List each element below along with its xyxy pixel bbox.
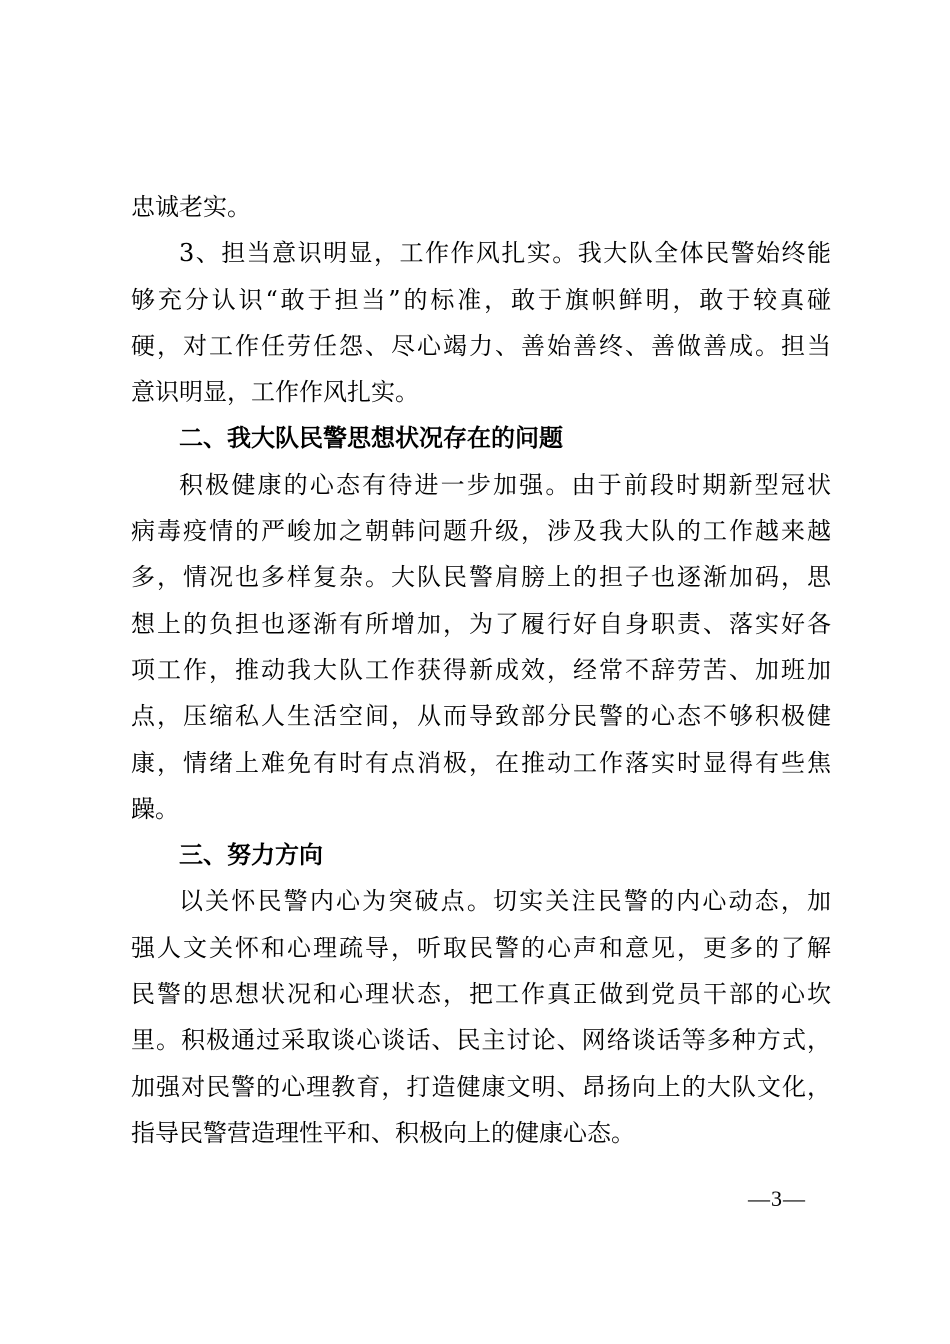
- text-line: 点，压缩私人生活空间，从而导致部分民警的心态不够积极健: [131, 702, 831, 731]
- text-line: 想上的负担也逐渐有所增加，为了履行好自身职责、落实好各: [131, 609, 831, 638]
- section-heading: 三、努力方向: [179, 841, 323, 870]
- page-number: —3—: [748, 1186, 806, 1211]
- text-line: 强人文关怀和心理疏导，听取民警的心声和意见，更多的了解: [131, 933, 831, 962]
- text-line: 躁。: [131, 794, 179, 823]
- text-line: 项工作，推动我大队工作获得新成效，经常不辞劳苦、加班加: [131, 655, 831, 684]
- text-line: 康，情绪上难免有时有点消极，在推动工作落实时显得有些焦: [131, 748, 831, 777]
- text-line: 病毒疫情的严峻加之朝韩问题升级，涉及我大队的工作越来越: [131, 517, 831, 546]
- text-line: 够充分认识“敢于担当”的标准，敢于旗帜鲜明，敢于较真碰: [131, 285, 831, 314]
- text-line: 以关怀民警内心为突破点。切实关注民警的内心动态，加: [179, 887, 831, 916]
- document-body: [131, 184, 831, 1156]
- text-line: 积极健康的心态有待进一步加强。由于前段时期新型冠状: [179, 470, 831, 499]
- text-line: 民警的思想状况和心理状态，把工作真正做到党员干部的心坎: [131, 980, 831, 1009]
- text-line: 3、担当意识明显，工作作风扎实。我大队全体民警始终能: [179, 239, 831, 268]
- text-line: 加强对民警的心理教育，打造健康文明、昂扬向上的大队文化，: [131, 1072, 831, 1101]
- text-line: 硬，对工作任劳任怨、尽心竭力、善始善终、善做善成。担当: [131, 331, 831, 360]
- text-line: 忠诚老实。: [131, 193, 251, 221]
- text-line: 里。积极通过采取谈心谈话、民主讨论、网络谈话等多种方式，: [131, 1026, 831, 1055]
- text-line: 意识明显，工作作风扎实。: [131, 378, 419, 407]
- text-line: 指导民警营造理性平和、积极向上的健康心态。: [131, 1118, 635, 1147]
- section-heading: 二、我大队民警思想状况存在的问题: [179, 424, 563, 453]
- text-line: 多，情况也多样复杂。大队民警肩膀上的担子也逐渐加码，思: [131, 563, 831, 592]
